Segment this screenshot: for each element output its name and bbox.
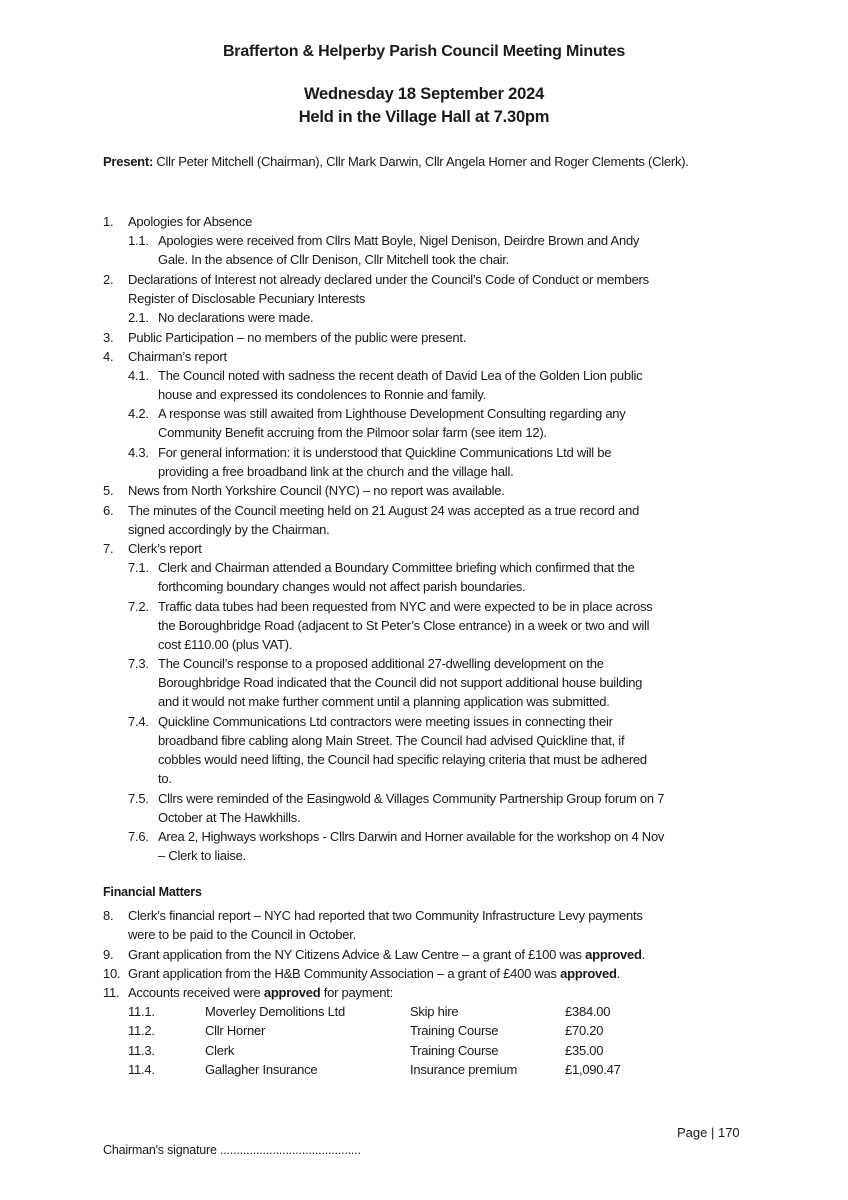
item-11-status: approved bbox=[263, 985, 321, 1000]
account-amount: £35.00 bbox=[565, 1042, 604, 1058]
item-8-number: 8. bbox=[103, 908, 114, 923]
account-description: Training Course bbox=[410, 1023, 499, 1039]
item-text-continuation: Boroughbridge Road indicated that the Council did not support additional house building bbox=[158, 675, 643, 690]
item-text: A response was still awaited from Lighthouse Development Consulting regarding any bbox=[158, 406, 626, 421]
item-text-continuation: October at The Hawkhills. bbox=[158, 810, 301, 825]
item-number: 4.3. bbox=[128, 445, 149, 460]
page-number: Page | 170 bbox=[677, 1125, 740, 1140]
item-text: The Council noted with sadness the recent death of David Lea of the Golden Lion public bbox=[158, 368, 643, 383]
item-text: No declarations were made. bbox=[158, 310, 314, 325]
account-number: 11.2. bbox=[128, 1023, 155, 1039]
account-number: 11.3. bbox=[128, 1042, 155, 1058]
meeting-venue: Held in the Village Hall at 7.30pm bbox=[298, 108, 550, 126]
item-text-continuation: to. bbox=[158, 771, 172, 786]
item-number: 7.5. bbox=[128, 791, 149, 806]
account-amount: £70.20 bbox=[565, 1023, 604, 1039]
item-text-continuation: and it would not make further comment until a planning application was submitted. bbox=[158, 694, 610, 709]
item-text-continuation: Gale. In the absence of Cllr Denison, Cllr Mitchell took the chair. bbox=[158, 252, 510, 267]
item-number: 1. bbox=[103, 214, 114, 229]
item-text: The minutes of the Council meeting held on 21 August 24 was accepted as a true record and bbox=[128, 503, 640, 518]
chairman-signature-line: Chairman's signature ........................................... bbox=[103, 1143, 361, 1157]
item-text: Declarations of Interest not already declared under the Council’s Code of Conduct or members bbox=[128, 272, 649, 287]
item-number: 2. bbox=[103, 272, 114, 287]
item-number: 4.2. bbox=[128, 406, 149, 421]
item-number: 6. bbox=[103, 503, 114, 518]
item-text: Quickline Communications Ltd contractors were meeting issues in connecting their bbox=[158, 714, 613, 729]
item-text-continuation: forthcoming boundary changes would not affect parish boundaries. bbox=[158, 579, 526, 594]
account-description: Insurance premium bbox=[410, 1061, 518, 1077]
account-description: Training Course bbox=[410, 1042, 499, 1058]
account-payee: Cllr Horner bbox=[205, 1023, 266, 1039]
item-text: News from North Yorkshire Council (NYC) – no report was available. bbox=[128, 483, 505, 498]
item-text-continuation: the Boroughbridge Road (adjacent to St Peter’s Close entrance) in a week or two and will bbox=[158, 618, 650, 633]
item-9-number: 9. bbox=[103, 947, 114, 962]
item-text-continuation: – Clerk to liaise. bbox=[158, 848, 246, 863]
account-amount: £1,090.47 bbox=[565, 1061, 621, 1077]
item-text-continuation: broadband fibre cabling along Main Street. The Council had advised Quickline that, if bbox=[158, 733, 625, 748]
item-text: Traffic data tubes had been requested from NYC and were expected to be in place across bbox=[158, 599, 653, 614]
item-number: 4.1. bbox=[128, 368, 149, 383]
item-9-end: . bbox=[641, 947, 646, 962]
item-10-status: approved bbox=[560, 966, 617, 981]
item-number: 3. bbox=[103, 330, 114, 345]
item-11-pre: Accounts received were bbox=[128, 985, 264, 1000]
item-text-continuation: cost £110.00 (plus VAT). bbox=[158, 637, 293, 652]
item-number: 2.1. bbox=[128, 310, 149, 325]
item-9-text bbox=[128, 945, 645, 964]
item-text-continuation: Community Benefit accruing from the Pilmoor solar farm (see item 12). bbox=[158, 425, 547, 440]
item-number: 7.2. bbox=[128, 599, 149, 614]
account-number: 11.4. bbox=[128, 1061, 155, 1077]
account-payee: Clerk bbox=[205, 1042, 235, 1058]
present-text: Cllr Peter Mitchell (Chairman), Cllr Mark Darwin, Cllr Angela Horner and Roger Clements (Clerk). bbox=[153, 154, 689, 169]
item-number: 7.3. bbox=[128, 656, 149, 671]
item-11-number: 11. bbox=[103, 985, 120, 1000]
account-description: Skip hire bbox=[410, 1004, 459, 1019]
item-text: Cllrs were reminded of the Easingwold & Villages Community Partnership Group forum on 7 bbox=[158, 791, 665, 806]
item-8-text: Clerk’s financial report – NYC had reported that two Community Infrastructure Levy payments bbox=[128, 908, 643, 923]
item-9-status: approved bbox=[585, 947, 642, 962]
item-text: Clerk’s report bbox=[128, 541, 202, 556]
item-number: 5. bbox=[103, 483, 114, 498]
item-text: Area 2, Highways workshops - Cllrs Darwin and Horner available for the workshop on 4 Nov bbox=[158, 829, 665, 844]
item-text-continuation: providing a free broadband link at the church and the village hall. bbox=[158, 464, 514, 479]
item-number: 7.4. bbox=[128, 714, 149, 729]
account-number: 11.1. bbox=[128, 1004, 155, 1019]
item-11-post: for payment: bbox=[320, 985, 394, 1000]
item-text: Clerk and Chairman attended a Boundary Committee briefing which confirmed that the bbox=[158, 560, 635, 575]
item-text: Apologies were received from Cllrs Matt Boyle, Nigel Denison, Deirdre Brown and Andy bbox=[158, 233, 640, 248]
present-attendees bbox=[103, 152, 753, 171]
present-label: Present: bbox=[103, 154, 154, 169]
item-text: Public Participation – no members of the public were present. bbox=[128, 330, 467, 345]
meeting-date: Wednesday 18 September 2024 bbox=[303, 85, 545, 103]
financial-matters-heading: Financial Matters bbox=[103, 885, 202, 899]
item-text-continuation: Register of Disclosable Pecuniary Interests bbox=[128, 291, 366, 306]
item-10-body: Grant application from the H&B Community Association – a grant of £400 was bbox=[128, 966, 561, 981]
item-text: For general information: it is understood that Quickline Communications Ltd will be bbox=[158, 445, 612, 460]
item-8-text-cont: were to be paid to the Council in October. bbox=[128, 927, 356, 942]
item-text-continuation: cobbles would need lifting, the Council had specific relaying criteria that must be adhered bbox=[158, 752, 647, 767]
item-text-continuation: signed accordingly by the Chairman. bbox=[128, 522, 330, 537]
item-text: Chairman’s report bbox=[128, 349, 227, 364]
item-number: 1.1. bbox=[128, 233, 149, 248]
item-text-continuation: house and expressed its condolences to Ronnie and family. bbox=[158, 387, 487, 402]
item-number: 7. bbox=[103, 541, 114, 556]
item-number: 7.1. bbox=[128, 560, 149, 575]
item-9-body: Grant application from the NY Citizens Advice & Law Centre – a grant of £100 was bbox=[128, 947, 586, 962]
item-number: 7.6. bbox=[128, 829, 149, 844]
item-11-text bbox=[128, 983, 393, 1002]
item-10-end: . bbox=[616, 966, 621, 981]
account-amount: £384.00 bbox=[565, 1004, 611, 1019]
item-text: Apologies for Absence bbox=[128, 214, 253, 229]
item-number: 4. bbox=[103, 349, 114, 364]
document-title: Brafferton & Helperby Parish Council Meeting Minutes bbox=[222, 43, 626, 60]
account-payee: Gallagher Insurance bbox=[205, 1061, 318, 1077]
item-10-number: 10. bbox=[103, 966, 121, 981]
account-payee: Moverley Demolitions Ltd bbox=[205, 1004, 345, 1019]
item-text: The Council’s response to a proposed additional 27-dwelling development on the bbox=[158, 656, 604, 671]
item-10-text bbox=[128, 964, 620, 983]
